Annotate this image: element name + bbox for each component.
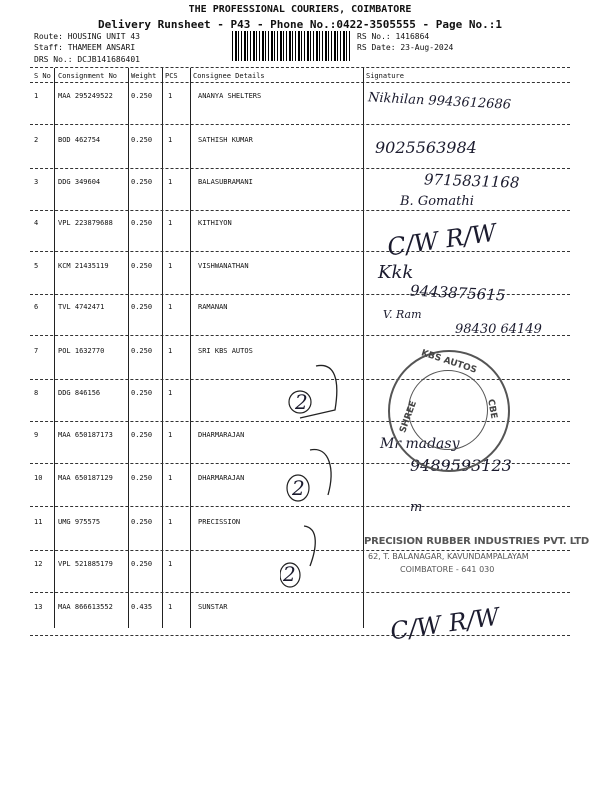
circle-mark (280, 563, 300, 587)
cell-sno: 6 (34, 303, 39, 311)
signature-12: 2 (283, 562, 296, 586)
col-signature: Signature (366, 72, 404, 80)
cell-consignment: UMG 975575 (58, 518, 101, 526)
cell-pcs: 1 (168, 303, 173, 311)
staff-label: Staff: THAMEEM ANSARI (34, 43, 136, 52)
row-separator (30, 635, 570, 636)
cell-pcs: 1 (168, 603, 173, 611)
cell-pcs: 1 (168, 347, 173, 355)
circle-mark (287, 475, 309, 501)
signature-10: 2 (292, 476, 305, 500)
cell-sno: 12 (34, 560, 43, 568)
col-pcs: PCS (165, 72, 178, 80)
cell-consignment: MAA 866613552 (58, 603, 113, 611)
row-separator (30, 124, 570, 125)
cell-weight: 0.250 (131, 136, 153, 144)
cell-consignment: KCM 21435119 (58, 262, 109, 270)
cell-consignee: ANANYA SHELTERS (198, 92, 262, 100)
stamp-text-left: SHREE (398, 399, 420, 435)
bracket-stroke (300, 365, 337, 418)
signature-6: V. Ram (383, 308, 422, 321)
bracket-stroke (304, 526, 315, 566)
col-weight: Weight (131, 72, 157, 80)
signature-6-phone: 98430 64149 (455, 322, 542, 337)
cell-consignee: VISHWANATHAN (198, 262, 249, 270)
signature-4: C/W R/W (385, 218, 498, 262)
cell-sno: 9 (34, 431, 39, 439)
cell-weight: 0.250 (131, 431, 153, 439)
cell-consignment: DDG 349604 (58, 178, 101, 186)
route-label: Route: HOUSING UNIT 43 (34, 32, 140, 41)
table-row (0, 262, 600, 278)
cell-consignee: DHARMARAJAN (198, 474, 245, 482)
cell-pcs: 1 (168, 560, 173, 568)
cell-pcs: 1 (168, 431, 173, 439)
cell-consignment: MAA 650187129 (58, 474, 113, 482)
cell-weight: 0.250 (131, 560, 153, 568)
signature-3-name: B. Gomathi (400, 194, 474, 209)
runsheet-subtitle: Delivery Runsheet - P43 - Phone No.:0422-3505555 - Page No.:1 (98, 18, 502, 31)
cell-sno: 1 (34, 92, 39, 100)
cell-consignment: DDG 846156 (58, 389, 101, 397)
precision-stamp-line1: PRECISION RUBBER INDUSTRIES PVT. LTD (364, 536, 590, 547)
cell-sno: 2 (34, 136, 39, 144)
cell-pcs: 1 (168, 178, 173, 186)
bracket-stroke (310, 450, 331, 495)
cell-consignee: BALASUBRAMANI (198, 178, 253, 186)
cell-consignee: KITHIYON (198, 219, 232, 227)
cell-consignee: PRECISSION (198, 518, 241, 526)
barcode (232, 31, 352, 61)
signature-5-phone: 9443875615 (409, 281, 506, 305)
cell-sno: 5 (34, 262, 39, 270)
cell-pcs: 1 (168, 219, 173, 227)
cell-consignment: BOD 462754 (58, 136, 101, 144)
cell-consignment: VPL 223879688 (58, 219, 113, 227)
signature-5: Kkk (378, 262, 414, 283)
row-separator (30, 251, 570, 252)
stamp-inner-ring (408, 370, 488, 450)
cell-weight: 0.435 (131, 603, 153, 611)
cell-pcs: 1 (168, 136, 173, 144)
signature-13: C/W R/W (388, 602, 501, 646)
col-sno: S No (34, 72, 51, 80)
signature-11: m (410, 500, 423, 515)
cell-sno: 10 (34, 474, 43, 482)
table-row (0, 303, 600, 319)
header-rule (30, 67, 570, 68)
table-row (0, 219, 600, 235)
cell-consignment: MAA 295249522 (58, 92, 113, 100)
stamp-text-right: CBE (485, 398, 499, 420)
cell-weight: 0.250 (131, 178, 153, 186)
table-row (0, 136, 600, 152)
circle-mark (289, 391, 311, 413)
kbs-autos-stamp (388, 350, 510, 472)
precision-stamp-line3: COIMBATORE - 641 030 (400, 565, 495, 574)
cell-consignee: DHARMARAJAN (198, 431, 245, 439)
cell-weight: 0.250 (131, 303, 153, 311)
cell-sno: 13 (34, 603, 43, 611)
cell-sno: 4 (34, 219, 39, 227)
col-consignment: Consignment No (58, 72, 118, 80)
cell-weight: 0.250 (131, 92, 153, 100)
signature-9-phone: 9489593123 (410, 456, 512, 475)
cell-weight: 0.250 (131, 474, 153, 482)
row-separator (30, 168, 570, 169)
cell-pcs: 1 (168, 389, 173, 397)
cell-weight: 0.250 (131, 347, 153, 355)
precision-stamp-line2: 62, T. BALANAGAR, KAVUNDAMPALAYAM (368, 552, 529, 561)
cell-consignee: SRI KBS AUTOS (198, 347, 253, 355)
cell-sno: 7 (34, 347, 39, 355)
cell-sno: 11 (34, 518, 43, 526)
cell-consignment: VPL 521885179 (58, 560, 113, 568)
cell-pcs: 1 (168, 518, 173, 526)
rs-number: RS No.: 1416864 (357, 32, 430, 41)
cell-pcs: 1 (168, 262, 173, 270)
handwritten-brackets (280, 360, 360, 630)
rs-date: RS Date: 23-Aug-2024 (357, 43, 454, 52)
cell-consignee: SUNSTAR (198, 603, 228, 611)
cell-weight: 0.250 (131, 262, 153, 270)
cell-pcs: 1 (168, 92, 173, 100)
cell-consignee: SATHISH KUMAR (198, 136, 253, 144)
cell-weight: 0.250 (131, 219, 153, 227)
signature-1: Nikhilan 9943612686 (367, 90, 512, 113)
drs-number: DRS No.: DCJB141686401 (34, 55, 140, 64)
cell-pcs: 1 (168, 474, 173, 482)
cell-weight: 0.250 (131, 389, 153, 397)
cell-sno: 3 (34, 178, 39, 186)
header-rule-bottom (30, 82, 570, 83)
signature-2: 9025563984 (375, 138, 477, 157)
company-title: THE PROFESSIONAL COURIERS, COIMBATORE (188, 4, 412, 15)
cell-consignment: MAA 650187173 (58, 431, 113, 439)
stamp-text-top: KBS AUTOS (419, 348, 478, 376)
row-separator (30, 210, 570, 211)
cell-consignment: TVL 4742471 (58, 303, 105, 311)
signature-3-phone: 9715831168 (423, 170, 520, 192)
cell-consignment: POL 1632770 (58, 347, 105, 355)
col-consignee: Consignee Details (193, 72, 265, 80)
signature-8: 2 (295, 390, 308, 414)
cell-sno: 8 (34, 389, 39, 397)
cell-consignee: RAMANAN (198, 303, 228, 311)
cell-weight: 0.250 (131, 518, 153, 526)
signature-9: Mr madasy (380, 436, 460, 452)
